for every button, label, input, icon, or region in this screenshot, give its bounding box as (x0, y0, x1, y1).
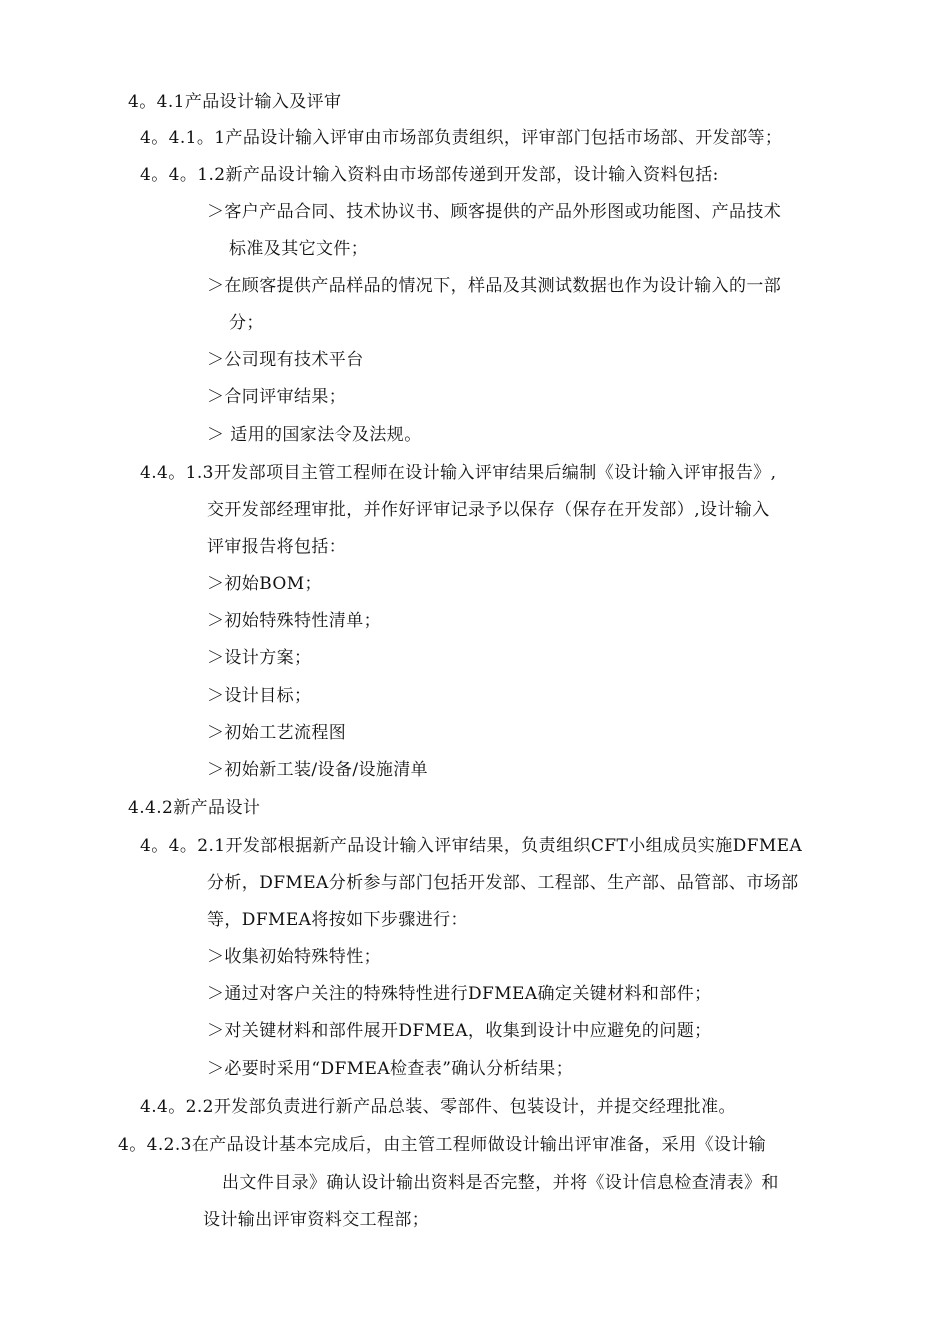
bullet-item: ＞通过对客户关注的特殊特性进行DFMEA确定关键材料和部件； (207, 984, 712, 1004)
bullet-item: ＞初始新工装/设备/设施清单 (207, 760, 429, 780)
bullet-item: ＞在顾客提供产品样品的情况下，样品及其测试数据也作为设计输入的一部 (207, 276, 782, 296)
clause-4-4-2-3: 4。4.2.3在产品设计基本完成后，由主管工程师做设计输出评审准备，采用《设计输 (118, 1135, 767, 1155)
clause-4-4-2-1: 4。4。2.1开发部根据新产品设计输入评审结果，负责组织CFT小组成员实施DFMEA (140, 836, 803, 856)
bullet-item: ＞对关键材料和部件展开DFMEA，收集到设计中应避免的问题； (207, 1021, 712, 1041)
bullet-item: ＞设计方案； (207, 648, 312, 668)
bullet-item: ＞必要时采用“DFMEA检查表”确认分析结果； (207, 1059, 574, 1079)
bullet-continuation: 标准及其它文件； (229, 239, 369, 259)
bullet-item: ＞设计目标； (207, 686, 312, 706)
clause-4-4-1-3: 4.4。1.3开发部项目主管工程师在设计输入评审结果后编制《设计输入评审报告》, (140, 463, 777, 483)
bullet-item: ＞初始工艺流程图 (207, 723, 347, 743)
bullet-continuation: 分； (229, 313, 264, 333)
clause-4-4-1-2: 4。4。1.2新产品设计输入资料由市场部传递到开发部，设计输入资料包括: (140, 165, 719, 185)
clause-continuation: 出文件目录》确认设计输出资料是否完整，并将《设计信息检查清表》和 (222, 1173, 779, 1193)
bullet-item: ＞收集初始特殊特性； (207, 947, 381, 967)
clause-continuation: 设计输出评审资料交工程部； (203, 1210, 430, 1230)
bullet-item: ＞客户产品合同、技术协议书、顾客提供的产品外形图或功能图、产品技术 (207, 202, 782, 222)
clause-continuation: 分析，DFMEA分析参与部门包括开发部、工程部、生产部、品管部、市场部 (207, 873, 799, 893)
bullet-item: ＞初始特殊特性清单； (207, 611, 381, 631)
bullet-item: ＞初始BOM； (207, 574, 322, 594)
clause-continuation: 等，DFMEA将按如下步骤进行： (207, 910, 468, 930)
bullet-item: ＞合同评审结果； (207, 387, 347, 407)
clause-continuation: 评审报告将包括： (207, 537, 347, 557)
heading-4-4-1: 4。4.1产品设计输入及评审 (128, 92, 342, 112)
bullet-item: ＞ 适用的国家法令及法规。 (207, 425, 422, 445)
heading-4-4-2: 4.4.2新产品设计 (128, 798, 261, 818)
clause-4-4-2-2: 4.4。2.2开发部负责进行新产品总装、零部件、包装设计，并提交经理批准。 (140, 1097, 736, 1117)
bullet-item: ＞公司现有技术平台 (207, 350, 364, 370)
clause-4-4-1-1: 4。4.1。1产品设计输入评审由市场部负责组织，评审部门包括市场部、开发部等； (140, 128, 783, 148)
clause-continuation: 交开发部经理审批，并作好评审记录予以保存（保存在开发部）,设计输入 (207, 500, 770, 520)
